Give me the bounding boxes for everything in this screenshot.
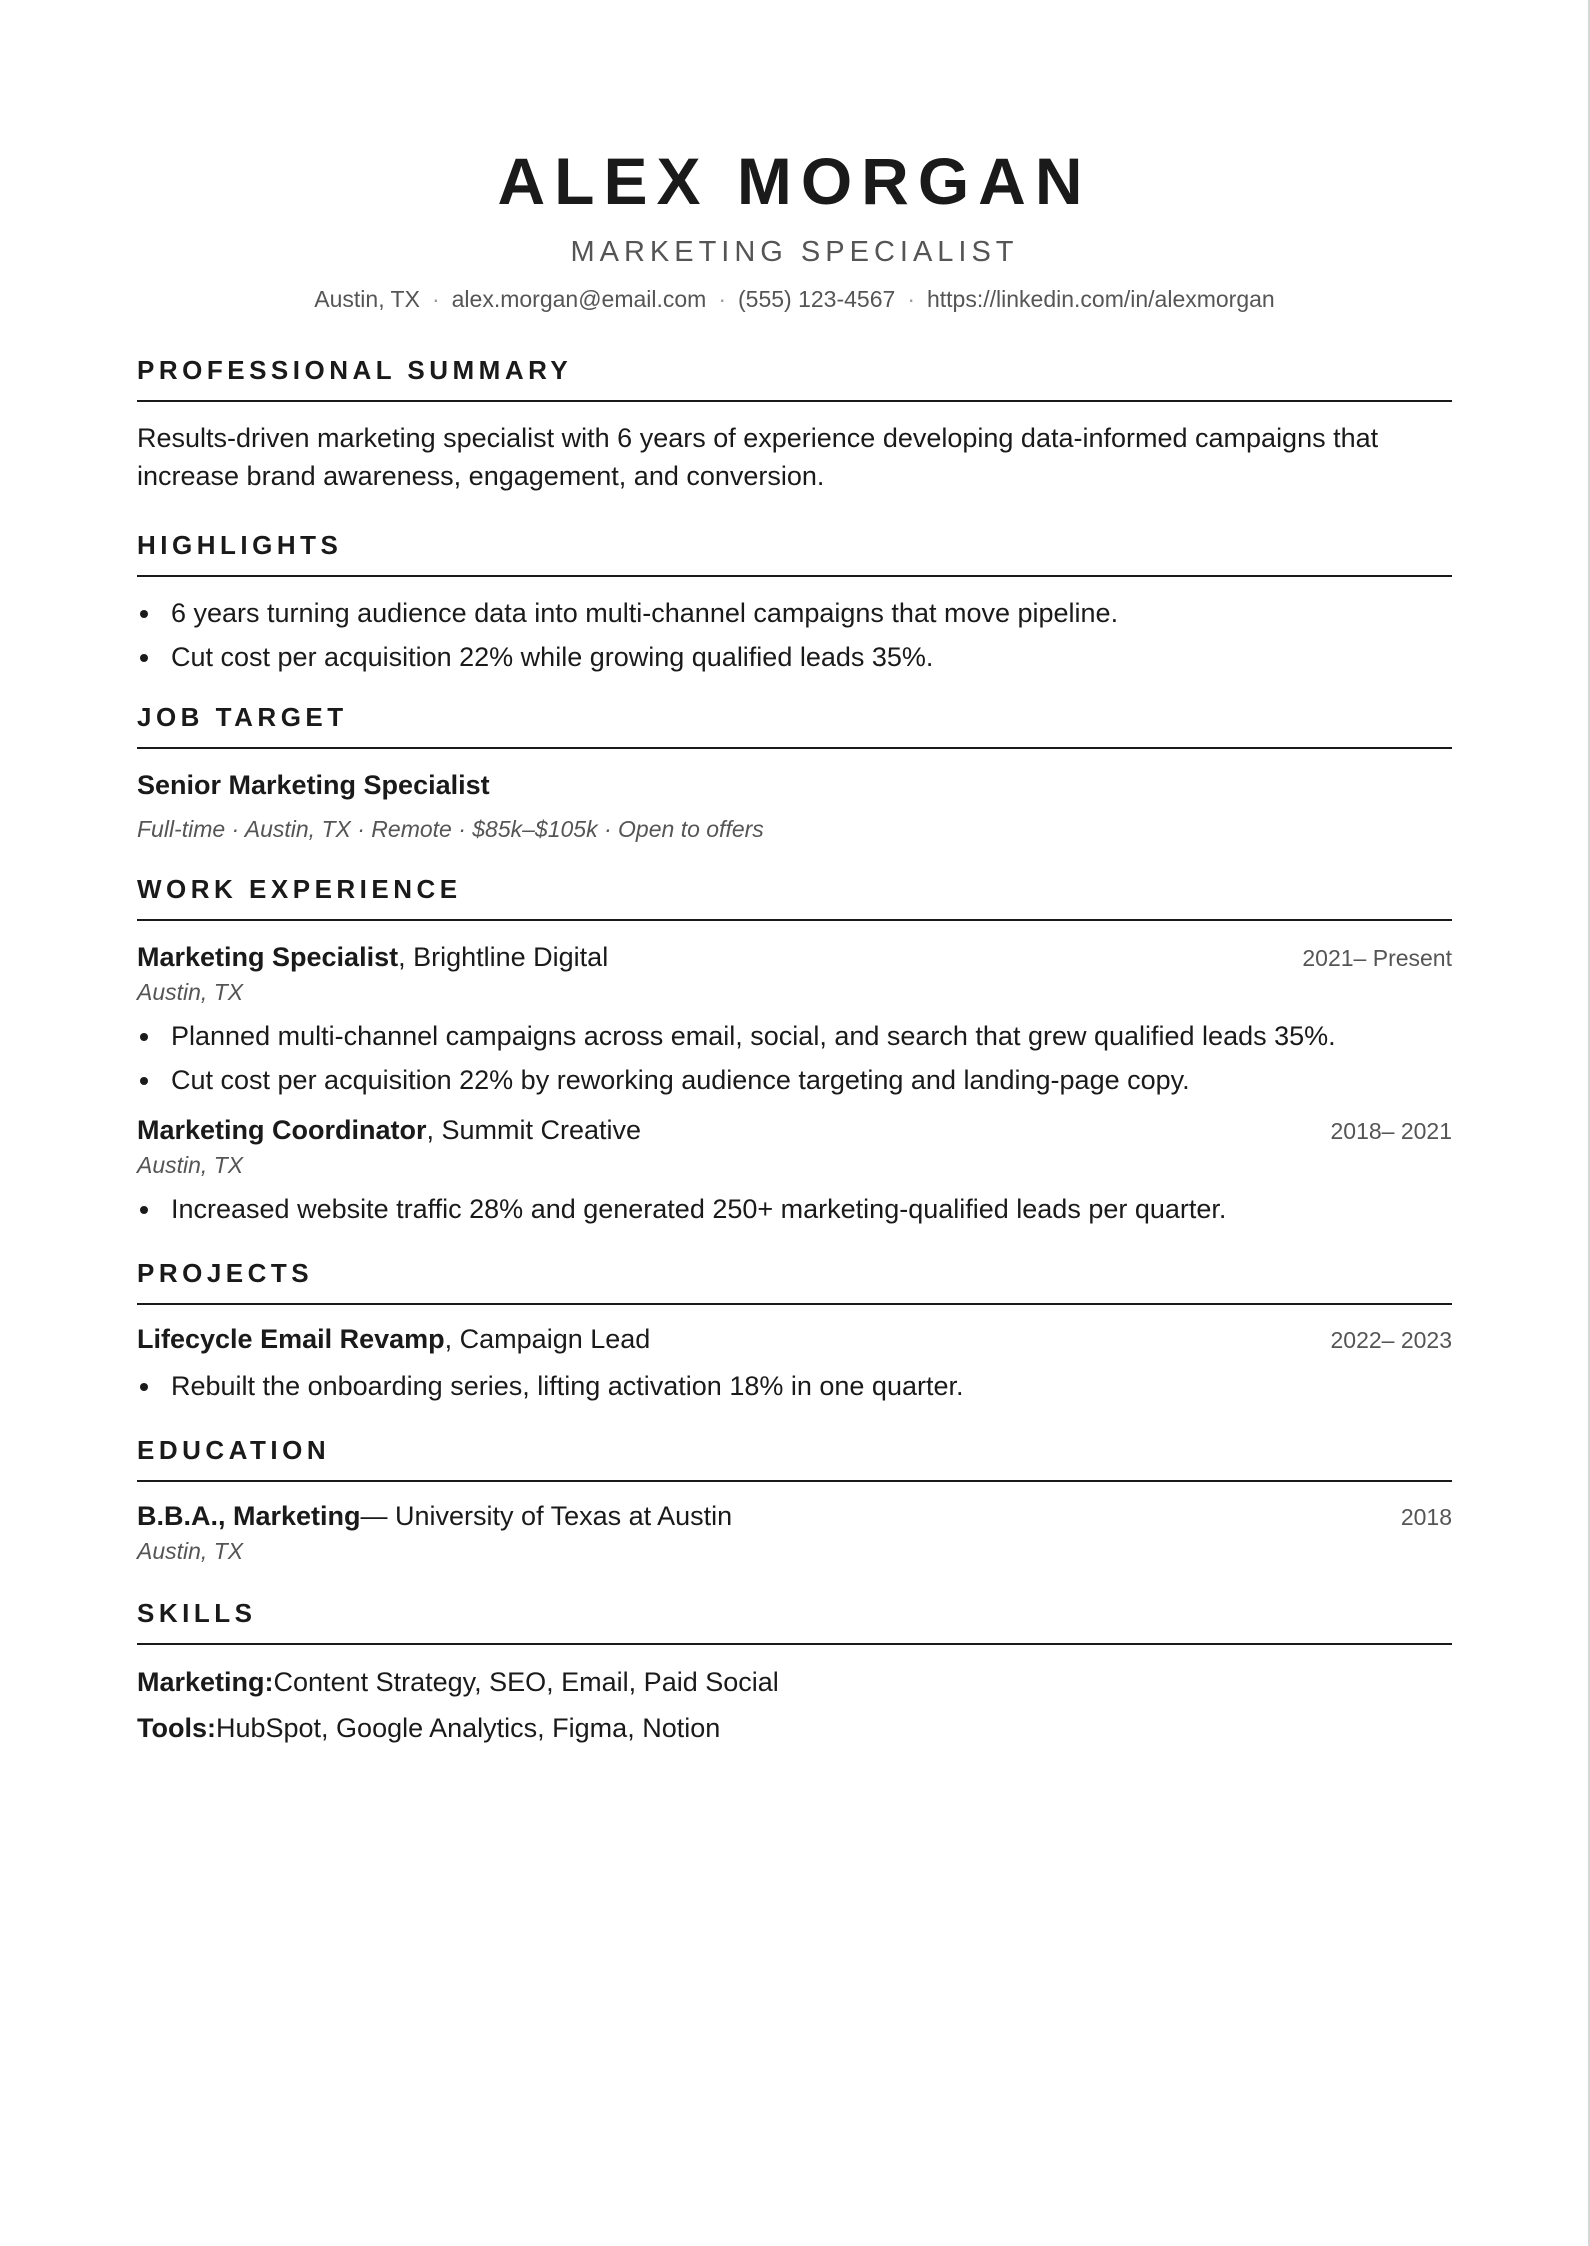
contact-linkedin[interactable]: https://linkedin.com/in/alexmorgan xyxy=(926,286,1275,312)
skill-category: Tools: xyxy=(137,1713,216,1743)
list-item: 6 years turning audience data into multi-channel campaigns that move pipeline. xyxy=(171,591,1452,635)
contact-location: Austin, TX xyxy=(314,286,420,312)
target-title: Senior Marketing Specialist xyxy=(137,770,490,800)
resume-page xyxy=(137,0,1452,1751)
section-heading: JOB TARGET xyxy=(137,701,1452,749)
contact-email[interactable]: alex.morgan@email.com xyxy=(451,286,707,312)
section-heading: PROJECTS xyxy=(137,1257,1452,1305)
job-header xyxy=(137,1112,1452,1149)
section-job-target xyxy=(137,701,1452,845)
job-role: Marketing Specialist xyxy=(137,942,399,972)
contact-separator: · xyxy=(718,286,727,312)
section-highlights xyxy=(137,529,1452,679)
education-entry xyxy=(137,1498,1452,1567)
education-degree: B.B.A., Marketing xyxy=(137,1501,361,1531)
section-summary xyxy=(137,354,1452,495)
contact-separator: · xyxy=(431,286,440,312)
section-heading: HIGHLIGHTS xyxy=(137,529,1452,577)
job-bullets xyxy=(137,1187,1452,1231)
section-heading: EDUCATION xyxy=(137,1434,1452,1482)
job-dates: 2021– Present xyxy=(1302,945,1452,971)
candidate-name: ALEX MORGAN xyxy=(497,144,1092,218)
list-item: Rebuilt the onboarding series, lifting activation 18% in one quarter. xyxy=(171,1364,1452,1408)
job-location: Austin, TX xyxy=(137,979,244,1005)
highlights-list xyxy=(137,591,1452,679)
project-dates: 2022– 2023 xyxy=(1330,1327,1452,1353)
contact-line xyxy=(137,284,1452,314)
contact-phone[interactable]: (555) 123-4567 xyxy=(738,286,896,312)
list-item: Cut cost per acquisition 22% while growing qualified leads 35%. xyxy=(171,635,1452,679)
job-entry xyxy=(137,939,1452,1102)
list-item: Increased website traffic 28% and generated 250+ marketing-qualified leads per quarter. xyxy=(171,1187,1452,1231)
skill-items: HubSpot, Google Analytics, Figma, Notion xyxy=(215,1713,721,1743)
section-heading: SKILLS xyxy=(137,1597,1452,1645)
contact-separator: · xyxy=(907,286,915,312)
project-bullets xyxy=(137,1364,1452,1408)
education-header xyxy=(137,1498,1452,1535)
resume-header xyxy=(137,0,1452,314)
section-experience xyxy=(137,873,1452,1231)
education-location: Austin, TX xyxy=(137,1538,244,1564)
job-role: Marketing Coordinator xyxy=(137,1115,427,1145)
job-company: , Summit Creative xyxy=(426,1115,642,1145)
education-school: — University of Texas at Austin xyxy=(360,1501,733,1531)
candidate-title: MARKETING SPECIALIST xyxy=(570,236,1019,268)
section-heading: PROFESSIONAL SUMMARY xyxy=(137,354,1452,402)
education-year: 2018 xyxy=(1400,1504,1452,1530)
project-entry xyxy=(137,1321,1452,1408)
skills-list xyxy=(137,1659,1452,1751)
job-bullets xyxy=(137,1014,1452,1102)
project-name: Lifecycle Email Revamp xyxy=(137,1324,445,1354)
summary-text: Results-driven marketing specialist with 6 years of experience developing data-informed campaigns that increase brand awareness, engagement, and conversion. xyxy=(137,423,1379,491)
list-item: Planned multi-channel campaigns across email, social, and search that grew qualified leads 35%. xyxy=(171,1014,1452,1058)
job-dates: 2018– 2021 xyxy=(1330,1118,1452,1144)
skill-items: Content Strategy, SEO, Email, Paid Social xyxy=(273,1667,779,1697)
project-header xyxy=(137,1321,1452,1358)
skill-group xyxy=(137,1659,1452,1705)
project-role: , Campaign Lead xyxy=(444,1324,651,1354)
job-company: , Brightline Digital xyxy=(398,942,609,972)
list-item: Cut cost per acquisition 22% by reworking audience targeting and landing-page copy. xyxy=(171,1058,1452,1102)
target-meta: Full-time · Austin, TX · Remote · $85k–$105k · Open to offers xyxy=(137,816,764,842)
job-header xyxy=(137,939,1452,976)
section-projects xyxy=(137,1257,1452,1408)
skill-group xyxy=(137,1705,1452,1751)
section-education xyxy=(137,1434,1452,1567)
section-heading: WORK EXPERIENCE xyxy=(137,873,1452,921)
job-entry xyxy=(137,1112,1452,1231)
section-skills xyxy=(137,1597,1452,1751)
job-location: Austin, TX xyxy=(137,1152,244,1178)
skill-category: Marketing: xyxy=(137,1667,274,1697)
